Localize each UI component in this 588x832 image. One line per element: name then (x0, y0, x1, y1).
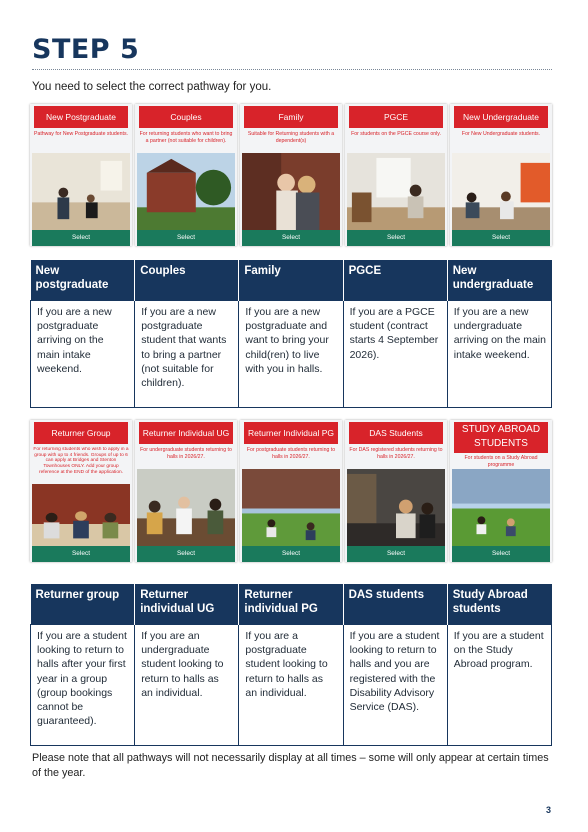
card-photo (137, 469, 235, 548)
card-photo (452, 153, 550, 232)
card-returner-individual-pg[interactable] (240, 420, 342, 562)
card-study-abroad-students[interactable] (450, 420, 552, 562)
card-title: Couples (139, 106, 233, 128)
cell-description: If you are a new postgraduate arriving on the main intake weekend. (31, 301, 135, 408)
cell-description: If you are a student on the Study Abroad program. (447, 625, 551, 746)
card-pgce[interactable] (345, 104, 447, 246)
card-title: STUDY ABROAD STUDENTS (454, 422, 548, 453)
cell-description: If you are a PGCE student (contract starts 4 September 2026). (343, 301, 447, 408)
card-description: For returning students who wish to apply in a group with up to 4 friends. Groups of up to 6 can apply at Bridges and Stenton Townhouses ONLY. Add your group reference at the END of the application. (33, 447, 129, 475)
intro-text: You need to select the correct pathway for you. (32, 81, 272, 93)
header-study-abroad-students: Study Abroad students (447, 584, 551, 625)
cell-description: If you are a student looking to return to halls after your first year in a group (group bookings cannot be guaranteed). (31, 625, 135, 746)
card-title: Returner Individual UG (139, 422, 233, 444)
select-button[interactable]: Select (452, 230, 550, 246)
cell-description: If you are an undergraduate student looking to return to halls as an individual. (135, 625, 239, 746)
select-button[interactable]: Select (137, 230, 235, 246)
select-button[interactable]: Select (32, 230, 130, 246)
card-description: Suitable for Returning students with a dependent(s) (247, 131, 335, 144)
card-new-postgraduate[interactable] (30, 104, 132, 246)
header-returner-individual-ug: Returner individual UG (135, 584, 239, 625)
card-description: For students on the PGCE course only. (351, 131, 441, 137)
select-button[interactable]: Select (452, 546, 550, 562)
card-photo (137, 153, 235, 232)
pathway-cards-row-1 (30, 104, 552, 246)
page-number: 3 (546, 805, 552, 815)
footnote: Please note that all pathways will not necessarily display at all times – some will only appear at certain times of the year. (32, 752, 549, 779)
cell-description: If you are a new undergraduate arriving on the main intake weekend. (447, 301, 551, 408)
card-photo (32, 153, 130, 232)
card-title: Family (244, 106, 338, 128)
pathway-table-row-2 (30, 584, 552, 746)
select-button[interactable]: Select (242, 230, 340, 246)
card-family[interactable] (240, 104, 342, 246)
card-description: For New Undergraduate students. (461, 131, 541, 137)
dotted-divider (32, 69, 552, 70)
card-couples[interactable] (135, 104, 237, 246)
select-button[interactable]: Select (32, 546, 130, 562)
card-das-students[interactable] (345, 420, 447, 562)
cell-description: If you are a new postgraduate student that wants to bring a partner (not suitable for children). (135, 301, 239, 408)
pathway-cards-row-2 (30, 420, 552, 562)
card-title: Returner Group (34, 422, 128, 444)
card-title: DAS Students (349, 422, 443, 444)
cell-description: If you are a postgraduate student looking to return to halls as an individual. (239, 625, 343, 746)
select-button[interactable]: Select (347, 230, 445, 246)
card-new-undergraduate[interactable] (450, 104, 552, 246)
header-returner-group: Returner group (31, 584, 135, 625)
header-new-postgraduate: New postgraduate (31, 260, 135, 301)
header-new-undergraduate: New undergraduate (447, 260, 551, 301)
card-description: For postgraduate students returning to halls in 2026/27. (246, 447, 336, 460)
card-photo (242, 153, 340, 232)
card-photo (452, 469, 550, 548)
card-description: For undergraduate students returning to halls in 2026/27. (140, 447, 232, 460)
card-title: PGCE (349, 106, 443, 128)
header-das-students: DAS students (343, 584, 447, 625)
card-photo (32, 484, 130, 548)
card-description: For DAS registered students returning to halls in 2026/27. (349, 447, 443, 460)
card-title: New Postgraduate (34, 106, 128, 128)
card-title: New Undergraduate (454, 106, 548, 128)
card-photo (347, 469, 445, 548)
card-description: For returning students who want to bring a partner (not suitable for children). (139, 131, 233, 144)
cell-description: If you are a student looking to return to halls and you are registered with the Disability Advisory Service (DAS). (343, 625, 447, 746)
card-photo (347, 153, 445, 232)
card-returner-individual-ug[interactable] (135, 420, 237, 562)
card-photo (242, 469, 340, 548)
card-title: Returner Individual PG (244, 422, 338, 444)
card-description: For students on a Study Abroad programme (464, 455, 538, 468)
pathway-table-row-1 (30, 260, 552, 408)
page-title: STEP 5 (32, 34, 140, 65)
header-family: Family (239, 260, 343, 301)
card-returner-group[interactable] (30, 420, 132, 562)
card-description: Pathway for New Postgraduate students. (33, 131, 128, 137)
select-button[interactable]: Select (347, 546, 445, 562)
select-button[interactable]: Select (242, 546, 340, 562)
select-button[interactable]: Select (137, 546, 235, 562)
header-returner-individual-pg: Returner individual PG (239, 584, 343, 625)
header-couples: Couples (135, 260, 239, 301)
header-pgce: PGCE (343, 260, 447, 301)
cell-description: If you are a new postgraduate and want to bring your child(ren) to live with you in halls. (239, 301, 343, 408)
